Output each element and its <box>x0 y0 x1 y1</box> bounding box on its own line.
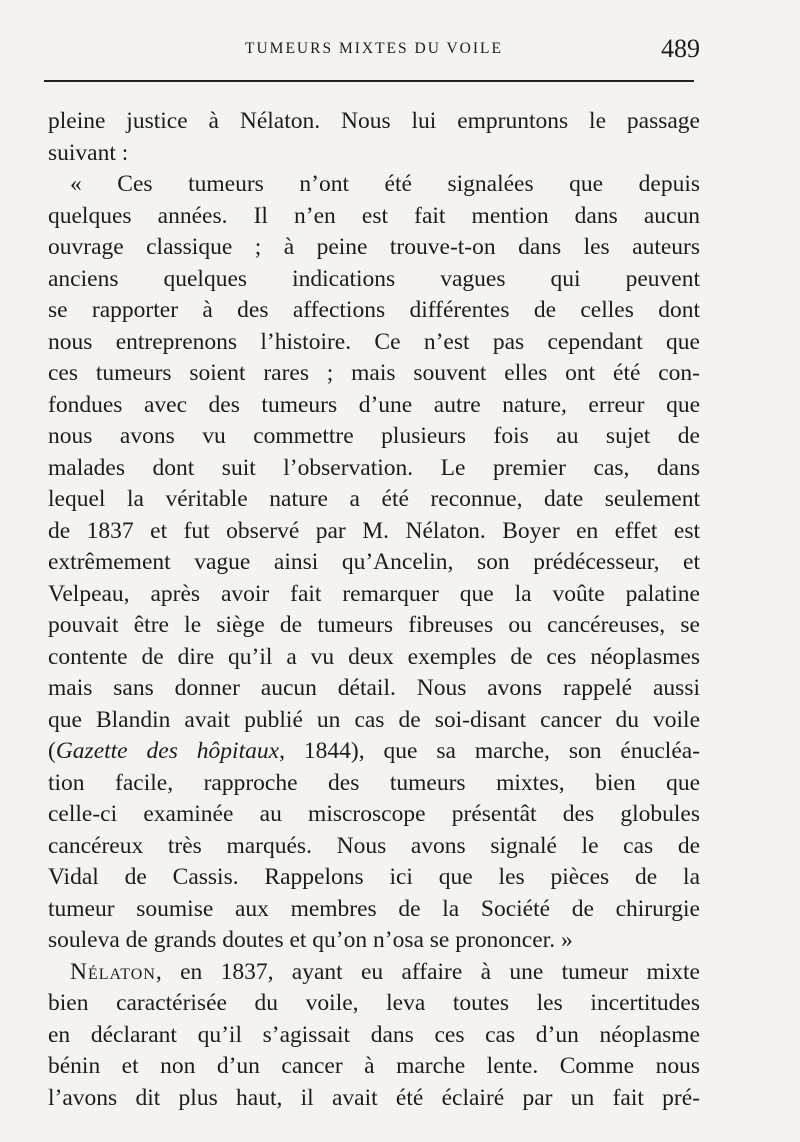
text-line: se rapporter à des affections différentes de celles dont <box>48 297 700 323</box>
header-rule <box>44 80 694 82</box>
text-line: ces tumeurs soient rares ; mais souvent elles ont été con- <box>48 360 700 386</box>
text-line: de 1837 et fut observé par M. Nélaton. Boyer en effet est <box>48 517 700 544</box>
text-line: cancéreux très marqués. Nous avons signalé le cas de <box>48 832 700 859</box>
text-line: tion facile, rapproche des tumeurs mixtes, bien que <box>48 769 700 796</box>
running-title: TUMEURS MIXTES DU VOILE <box>245 40 503 57</box>
text-line <box>48 957 700 989</box>
text-line: bénin et non d’un cancer à marche lente. Comme nous <box>48 1053 700 1079</box>
text-line: Vidal de Cassis. Rappelons ici que les pièces de la <box>48 864 700 890</box>
text-line: extrêmement vague ainsi qu’Ancelin, son prédécesseur, et <box>48 549 700 575</box>
text-segment: , 1844), que sa marche, son énucléa- <box>279 738 701 764</box>
text-line: « Ces tumeurs n’ont été signalées que depuis <box>70 171 700 197</box>
text-line: nous entreprenons l’histoire. Ce n’est pas cependant que <box>48 328 700 355</box>
text-line: mais sans donner aucun détail. Nous avons rappelé aussi <box>48 675 700 701</box>
text-line: malades dont suit l’observation. Le premier cas, dans <box>48 454 700 481</box>
text-line: pleine justice à Nélaton. Nous lui empruntons le passage <box>48 108 700 134</box>
text-line: Velpeau, après avoir fait remarquer que la voûte palatine <box>48 580 700 607</box>
text-line <box>48 736 700 768</box>
text-line: suivant : <box>48 139 129 166</box>
text-line: celle-ci examinée au miscroscope présentât des globules <box>48 801 700 827</box>
text-line: pouvait être le siège de tumeurs fibreuses ou cancéreuses, se <box>48 612 700 638</box>
text-segment: , en 1837, ayant eu affaire à une tumeur mixte <box>155 958 700 985</box>
text-line: lequel la véritable nature a été reconnue, date seulement <box>48 486 700 512</box>
text-line: souleva de grands doutes et qu’on n’osa se prononcer. » <box>48 927 573 953</box>
text-line: quelques années. Il n’en est fait mention dans aucun <box>48 202 700 229</box>
page-number: 489 <box>661 34 700 63</box>
text-line: tumeur soumise aux membres de la Société de chirurgie <box>48 895 700 922</box>
text-line: ouvrage classique ; à peine trouve-t-on dans les auteurs <box>48 234 700 260</box>
text-segment: ( <box>48 738 56 764</box>
text-line: l’avons dit plus haut, il avait été éclairé par un fait pré- <box>48 1084 700 1111</box>
author-name: Nélaton <box>70 958 156 985</box>
text-line: bien caractérisée du voile, leva toutes les incertitudes <box>48 990 700 1016</box>
journal-title: Gazette des hôpitaux <box>55 738 280 764</box>
text-line: anciens quelques indications vagues qui peuvent <box>48 265 700 292</box>
body-text <box>48 106 700 1114</box>
text-line: nous avons vu commettre plusieurs fois au sujet de <box>48 423 700 449</box>
running-head <box>48 34 700 64</box>
text-line: contente de dire qu’il a vu deux exemples de ces néoplasmes <box>48 643 700 670</box>
text-line: en déclarant qu’il s’agissait dans ces cas d’un néoplasme <box>48 1021 700 1048</box>
text-line: que Blandin avait publié un cas de soi-disant cancer du voile <box>48 706 700 733</box>
text-line: fondues avec des tumeurs d’une autre nature, erreur que <box>48 391 700 418</box>
